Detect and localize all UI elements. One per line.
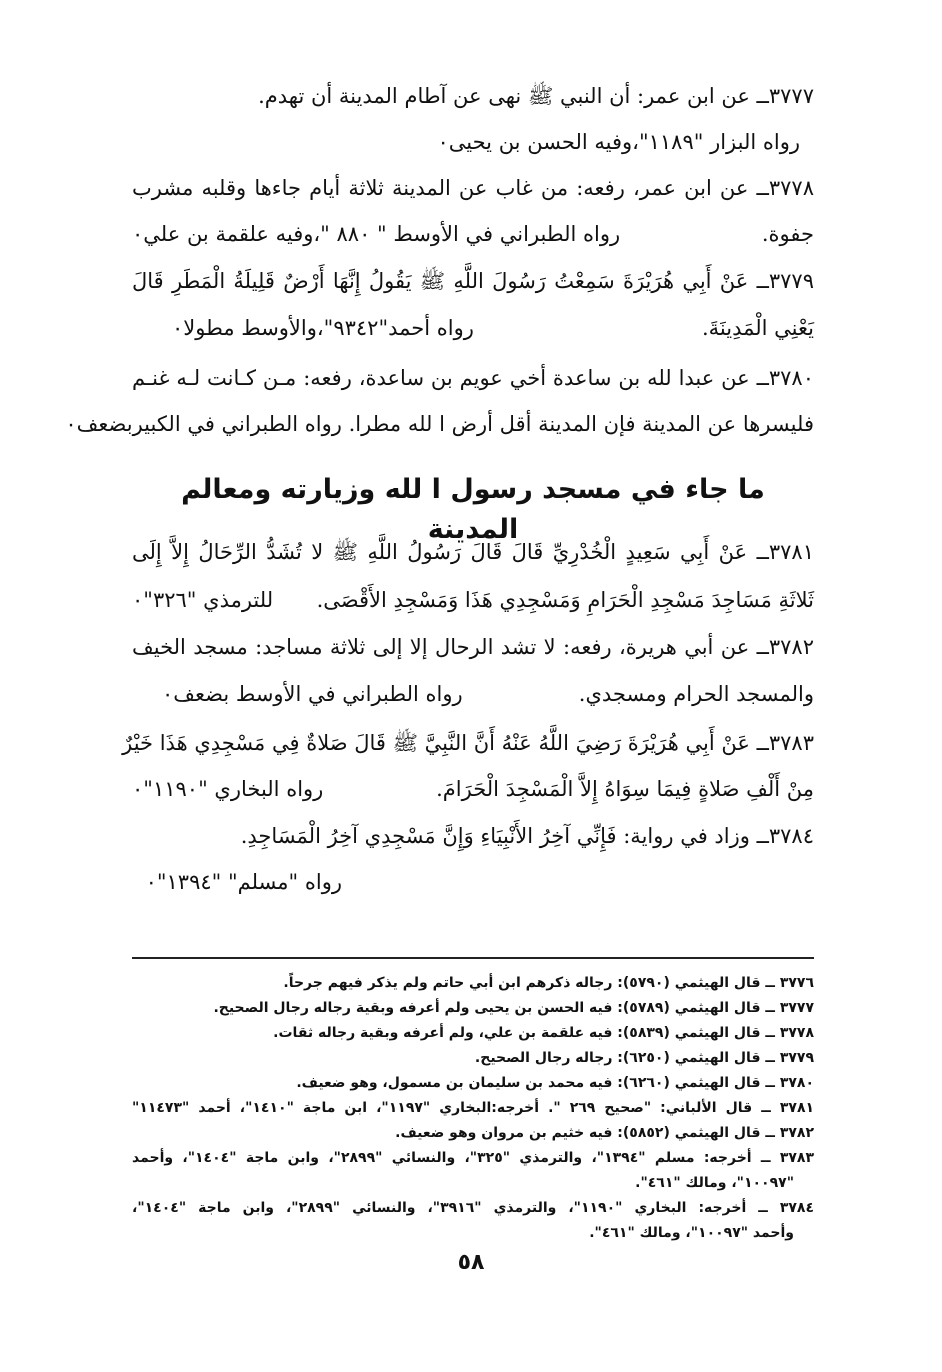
footnote-3778: ٣٧٧٨ ــ قال الهيثمي (٥٨٣٩): فيه علقمة بن علي، ولم أعرفه وبقية رجاله ثقات. <box>273 1025 814 1041</box>
hadith-3781-continuation <box>132 585 814 615</box>
hadith-3781-source: للترمذي "٣٢٦"٠ <box>132 588 274 612</box>
footnote-divider <box>132 957 814 959</box>
hadith-3781-text: ٣٧٨١ــ عَنْ أَبِي سَعِيدٍ الْخُدْرِيِّ قَالَ قَالَ رَسُولُ اللَّهِ ﷺ لا تُشَدُّ الرِّحَالُ إِلاَّ إِلَى <box>132 540 814 564</box>
hadith-3784-source: رواه "مسلم" "١٣٩٤"٠ <box>145 870 342 894</box>
hadith-3777-text: ٣٧٧٧ــ عن ابن عمر: أن النبي ﷺ نهى عن آطام المدينة أن تهدم. <box>258 84 814 108</box>
hadith-3783-continuation <box>132 774 814 804</box>
hadith-3780-continuation: فليسرها عن المدينة فإن المدينة أقل أرض ا لله مطرا. رواه الطبراني في الكبيربضعف٠ <box>65 412 814 436</box>
hadith-3783-source: رواه البخاري "١١٩٠"٠ <box>132 777 324 801</box>
hadith-3784-text: ٣٧٨٤ــ وزاد في رواية: فَإِنِّي آخِرُ الأَنْبِيَاءِ وَإِنَّ مَسْجِدِي آخِرُ الْمَسَاجِدِ. <box>240 824 814 848</box>
footnote-3783: ٣٧٨٣ ــ أخرجه: مسلم "١٣٩٤"، والترمذي "٣٢٥"، والنسائي "٢٨٩٩"، وابن ماجة "١٤٠٤"، وأحمد <box>132 1150 815 1166</box>
hadith-3778-text-end: جفوة. <box>761 222 814 246</box>
hadith-3782-source: رواه الطبراني في الأوسط بضعف٠ <box>162 682 463 706</box>
footnote-3777: ٣٧٧٧ ــ قال الهيثمي (٥٧٨٩): فيه الحسن بن يحيى ولم أعرفه وبقية رجاله رجال الصحيح. <box>213 1000 814 1016</box>
footnote-3783-continuation: "١٠٠٩٧"، ومالك "٤٦١". <box>635 1175 794 1191</box>
footnote-3784: ٣٧٨٤ ــ أخرجه: البخاري "١١٩٠"، والترمذي "٣٩١٦"، والنسائي "٢٨٩٩"، وابن ماجة "١٤٠٤"، <box>132 1200 814 1216</box>
hadith-3782-text-end: والمسجد الحرام ومسجدي. <box>578 682 814 706</box>
footnote-3779: ٣٧٧٩ ــ قال الهيثمي (٦٢٥٠): رجاله رجال الصحيح. <box>474 1050 814 1066</box>
footnote-3782: ٣٧٨٢ ــ قال الهيثمي (٥٨٥٢): فيه خثيم بن مروان وهو ضعيف. <box>395 1125 814 1141</box>
hadith-3779-text-end: يَعْنِي الْمَدِينَةَ. <box>701 316 814 340</box>
hadith-3778-continuation <box>132 219 814 249</box>
footnote-3780: ٣٧٨٠ ــ قال الهيثمي (٦٢٦٠): فيه محمد بن سليمان بن مسمول، وهو ضعيف. <box>296 1075 814 1091</box>
hadith-3779-continuation <box>132 313 814 343</box>
footnote-3781: ٣٧٨١ ــ قال الألباني: "صحيح ٢٦٩ ". أخرجه:البخاري "١١٩٧"، ابن ماجة "١٤١٠"، أحمد "١١٤٧٣" <box>132 1100 815 1116</box>
hadith-3782-continuation <box>132 679 814 709</box>
hadith-3783-text-end: مِنْ أَلْفِ صَلاةٍ فِيمَا سِوَاهُ إِلاَّ الْمَسْجِدَ الْحَرَامَ. <box>436 777 814 801</box>
hadith-3778-source: رواه الطبراني في الأوسط " ٨٨٠ "،وفيه علقمة بن علي٠ <box>132 222 621 246</box>
hadith-3781-text-end: ثَلاثَةِ مَسَاجِدَ مَسْجِدِ الْحَرَامِ وَمَسْجِدِي هَذَا وَمَسْجِدِ الأَقْصَى. <box>316 588 814 612</box>
hadith-3777-source: رواه البزار "١١٨٩"،وفيه الحسن بن يحيى٠ <box>437 130 800 154</box>
footnote-3776: ٣٧٧٦ ــ قال الهيثمي (٥٧٩٠): رجاله ذكرهم ابن أبي حاتم ولم يذكر فيهم جرحاً. <box>283 975 814 991</box>
page-number: ٥٨ <box>457 1250 485 1275</box>
hadith-3783-text: ٣٧٨٣ــ عَنْ أَبِي هُرَيْرَةَ رَضِيَ اللَّهُ عَنْهُ أَنَّ النَّبِيَّ ﷺ قَالَ صَلاةٌ فِي مَسْجِدِي هَذَا خَيْرٌ <box>122 731 814 755</box>
hadith-3779-source: رواه أحمد"٩٣٤٢"،والأوسط مطولا٠ <box>172 316 474 340</box>
footnote-3784-continuation: وأحمد "١٠٠٩٧"، ومالك "٤٦١". <box>589 1225 794 1241</box>
hadith-3778-text: ٣٧٧٨ــ عن ابن عمر، رفعه: من غاب عن المدينة ثلاثة أيام جاءها وقلبه مشرب <box>132 176 814 200</box>
hadith-3780-text: ٣٧٨٠ــ عن عبدا لله بن ساعدة أخي عويم بن ساعدة، رفعه: مـن كـانت لـه غنـم <box>132 366 814 390</box>
section-heading: ما جاء في مسجد رسول ا لله وزيارته ومعالم المدينة <box>181 474 765 545</box>
hadith-3782-text: ٣٧٨٢ــ عن أبي هريرة، رفعه: لا تشد الرحال إلا إلى ثلاثة مساجد: مسجد الخيف <box>132 635 814 659</box>
hadith-3779-text: ٣٧٧٩ــ عَنْ أَبِي هُرَيْرَةَ سَمِعْتُ رَسُولَ اللَّهِ ﷺ يَقُولُ إِنَّهَا أَرْضٌ قَلِيلَةُ الْمَطَرِ قَالَ <box>132 269 814 293</box>
